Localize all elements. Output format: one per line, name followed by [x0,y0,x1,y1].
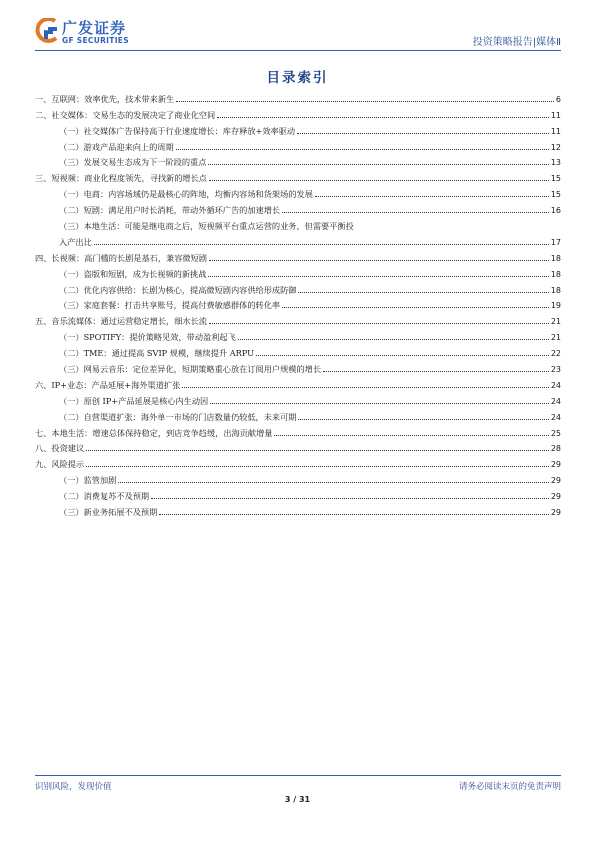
toc-entry[interactable] [35,89,561,105]
toc-entry-title: （三）新业务拓展不及预期 [59,507,158,518]
toc-entry-title: （二）优化内容供给：长剧为核心，提高微短剧内容供给形成防御 [59,284,297,295]
toc-entry-page: 23 [550,365,561,375]
toc-entry-title: （二）消费复苏不及预期 [59,491,150,502]
toc-leader-dots [315,196,549,197]
toc-entry[interactable] [35,264,561,280]
logo-text-en: GF SECURITIES [62,36,129,45]
toc-entry-title: （二）短剧：满足用户时长消耗，带动外循环广告的加速增长 [59,205,281,216]
toc-entry[interactable] [35,391,561,407]
toc-entry[interactable] [35,105,561,121]
toc-entry[interactable] [35,121,561,137]
toc-entry-title: （三）本地生活：可能是继电商之后，短视频平台重点运营的业务，但需要平衡投 [59,221,354,232]
toc-entry[interactable] [35,184,561,200]
toc-entry[interactable] [35,153,561,169]
toc-entry-page: 16 [550,206,561,216]
gf-logo-icon [35,18,59,44]
toc-entry[interactable] [35,359,561,375]
toc-entry-page: 11 [550,110,561,120]
toc-entry-page: 29 [550,460,561,470]
toc-entry[interactable] [35,168,561,184]
toc-entry-page: 15 [550,174,561,184]
page-header [35,16,561,52]
toc-leader-dots [182,387,549,388]
toc-entry-page: 19 [550,301,561,311]
footer-disclaimer-note: 请务必阅读末页的免责声明 [458,782,561,792]
toc-entry[interactable] [35,486,561,502]
toc-entry[interactable] [35,375,561,391]
footer-divider [35,775,561,776]
toc-entry-page: 29 [550,492,561,502]
toc-leader-dots [176,149,549,150]
toc-leader-dots [208,276,548,277]
toc-entry-page: 21 [550,317,561,327]
toc-entry[interactable] [35,343,561,359]
toc-entry[interactable] [35,454,561,470]
toc-entry-title: （一）原创 IP+产品延展是核心内生动因 [59,395,209,406]
toc-leader-dots [159,514,549,515]
toc-entry-title: （三）家庭套餐：打击共享账号，提高付费敏感群体的转化率 [59,300,281,311]
toc-entry[interactable] [35,470,561,486]
toc-leader-dots [176,101,554,102]
header-divider [35,50,561,51]
toc-leader-dots [238,339,549,340]
toc-entry-title: 九、风险提示 [35,459,85,470]
toc-entry-title: 一、互联网：效率优先，技术带来新生 [35,93,175,104]
toc-entry-title: 五、音乐流媒体：通过运营稳定增长，细水长流 [35,316,207,327]
toc-entry[interactable] [35,216,561,232]
toc-leader-dots [209,260,549,261]
toc-leader-dots [274,435,548,436]
toc-leader-dots [209,323,549,324]
toc-entry[interactable] [35,232,561,248]
toc-leader-dots [94,244,549,245]
toc-entry-title: （一）社交媒体广告保持高于行业速度增长：库存释放+效率驱动 [59,125,296,136]
toc-leader-dots [209,180,549,181]
toc-entry-title: （二）自营渠道扩张：海外单一市场的门店数量仍较低，未来可期 [59,411,297,422]
company-logo [35,16,175,50]
toc-entry-page: 12 [550,142,561,152]
toc-leader-dots [151,498,549,499]
toc-leader-dots [256,355,549,356]
toc-entry-title: （三）网易云音乐：定位差异化，短期策略重心放在订阅用户规模的增长 [59,364,322,375]
toc-entry[interactable] [35,311,561,327]
toc-entry-page: 29 [550,508,561,518]
toc-entry-title: 六、IP+业态：产品延展+海外渠道扩张 [35,379,181,390]
toc-entry-page: 25 [550,428,561,438]
toc-entry-title: 七、本地生活：增速总体保持稳定，到店竞争趋缓，出海贡献增量 [35,427,273,438]
toc-entry-title: （一）监管加剧 [59,475,117,486]
toc-leader-dots [298,292,548,293]
toc-entry-page: 18 [550,285,561,295]
toc-entry-page: 13 [550,158,561,168]
toc-leader-dots [208,164,548,165]
footer-slogan: 识别风险，发现价值 [35,782,112,792]
logo-text-cn: 广发证券 [62,19,127,37]
toc-entry-page: 28 [550,444,561,454]
toc-entry-title: （一）盗版和短剧，成为长视频的新挑战 [59,268,207,279]
toc-leader-dots [282,307,549,308]
toc-entry[interactable] [35,248,561,264]
toc-leader-dots [118,482,548,483]
page-title: 目录索引 [266,70,329,86]
toc-leader-dots [297,133,549,134]
page-number: 3 / 31 [284,795,311,804]
toc-entry-page: 24 [550,412,561,422]
report-type: 投资策略报告|媒体Ⅱ [472,37,561,48]
toc-entry-title: （三）发展交易生态成为下一阶段的重点 [59,157,207,168]
toc-entry-page: 18 [550,269,561,279]
toc-leader-dots [298,419,548,420]
toc-entry[interactable] [35,280,561,296]
toc-entry-title: 二、社交媒体：交易生态的发展决定了商业化空间 [35,109,216,120]
toc-entry[interactable] [35,407,561,423]
toc-entry-title: （二）TME：通过提高 SVIP 规模，继续提升 ARPU [59,348,255,359]
table-of-contents [35,89,561,518]
toc-entry-title: （二）游戏产品迎来向上的周期 [59,141,174,152]
toc-entry-title: 入产出比 [59,236,92,247]
toc-entry-page: 21 [550,333,561,343]
toc-entry-page: 24 [550,380,561,390]
toc-entry-page: 15 [550,190,561,200]
toc-leader-dots [282,212,549,213]
toc-entry-page: 18 [550,253,561,263]
toc-leader-dots [217,117,549,118]
toc-entry[interactable] [35,502,561,518]
toc-entry-page: 17 [550,237,561,247]
toc-entry-title: 三、短视频：商业化程度领先，寻找新的增长点 [35,173,207,184]
toc-entry[interactable] [35,296,561,312]
toc-entry-page: 29 [550,476,561,486]
toc-entry-page: 24 [550,396,561,406]
toc-entry-title: 八、投资建议 [35,443,85,454]
toc-leader-dots [323,371,549,372]
toc-entry-page: 22 [550,349,561,359]
toc-entry-title: 四、长视频：高门槛的长剧是基石，兼容微短剧 [35,252,207,263]
toc-entry-page: 11 [550,126,561,136]
toc-entry-title: （一）电商：内容场域仍是最核心的阵地，均衡内容场和货架场的发展 [59,189,313,200]
toc-entry[interactable] [35,327,561,343]
toc-entry[interactable] [35,439,561,455]
toc-entry-page: 6 [555,94,561,104]
toc-entry[interactable] [35,200,561,216]
toc-entry-title: （一）SPOTIFY：提价策略见效，带动盈利起飞 [59,332,236,343]
toc-entry[interactable] [35,423,561,439]
toc-leader-dots [210,403,549,404]
toc-leader-dots [86,466,549,467]
toc-entry[interactable] [35,137,561,153]
toc-leader-dots [86,450,549,451]
